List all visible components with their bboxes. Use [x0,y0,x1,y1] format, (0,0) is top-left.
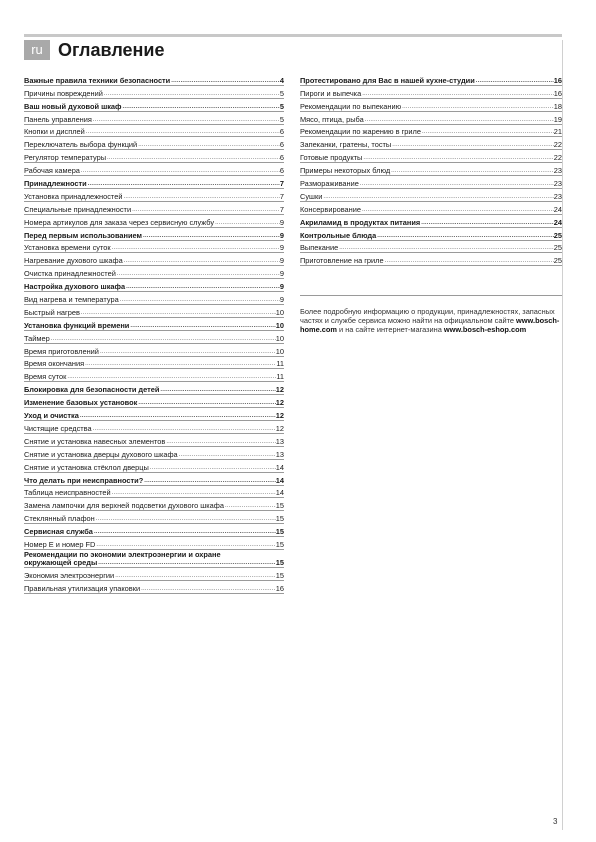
toc-leader-dots [142,232,280,240]
toc-entry-title: Блокировка для безопасности детей [24,385,160,395]
toc-entry-page: 7 [279,179,284,189]
toc-entry-title: Вид нагрева и температура [24,295,119,305]
toc-leader-dots [106,154,280,162]
website-link[interactable]: www.bosch-home.com [300,316,560,334]
page-header [24,40,164,60]
toc-entry[interactable] [300,137,562,150]
toc-leader-dots [390,167,554,175]
toc-leader-dots [359,180,554,188]
toc-entry[interactable] [24,318,284,331]
toc-entry-title: Изменение базовых установок [24,398,138,408]
toc-entry[interactable] [24,511,284,524]
toc-leader-dots [475,77,554,85]
toc-leader-dots [111,244,280,252]
toc-entry-title: Кнопки и дисплей [24,127,85,137]
toc-entry[interactable] [24,344,284,357]
toc-leader-dots [224,502,276,510]
toc-entry-title: Готовые продукты [300,153,363,163]
info-text-1: Более подробную информацию о продукции, принадлежностях, запасных частях и службе сервиса можно найти на официальном сайте [300,307,555,325]
toc-entry-title: Сервисная служба [24,527,93,537]
toc-entry[interactable] [24,408,284,421]
toc-entry-title: Специальные принадлежности [24,204,132,214]
toc-entry-title: Регулятор температуры [24,153,106,163]
toc-leader-dots [80,309,276,317]
toc-leader-dots [376,232,554,240]
toc-entry-page: 21 [553,127,562,137]
toc-leader-dots [364,116,554,124]
toc-entry-title: Переключатель выбора функций [24,140,138,150]
toc-entry-page: 25 [553,256,562,266]
toc-entry-page: 7 [279,204,284,214]
toc-leader-dots [391,141,554,149]
toc-entry[interactable] [300,163,562,176]
toc-entry-title: Перед первым использованием [24,230,142,240]
toc-leader-dots [92,116,280,124]
toc-entry-page: 4 [279,75,284,85]
info-text-2: и на сайте интернет-магазина [336,325,444,334]
toc-leader-dots [170,77,280,85]
toc-leader-dots [401,103,554,111]
toc-entry[interactable] [24,253,284,266]
toc-entry-title: Время окончания [24,359,85,369]
toc-entry[interactable] [300,202,562,215]
toc-leader-dots [50,335,276,343]
toc-leader-dots [361,90,554,98]
toc-leader-dots [131,206,280,214]
toc-entry-page: 9 [279,256,284,266]
page-title: Оглавление [58,39,165,60]
toc-entry[interactable] [24,524,284,537]
toc-entry[interactable] [24,473,284,486]
toc-entry-title: Пироги и выпечка [300,88,362,98]
toc-entry-page: 12 [275,411,284,421]
toc-entry[interactable] [24,395,284,408]
toc-leader-dots [165,438,275,446]
toc-entry-page: 15 [275,527,284,537]
toc-leader-dots [122,103,280,111]
toc-entry-page: 11 [276,372,284,382]
toc-leader-dots [137,399,275,407]
toc-entry-title: Выпекание [300,243,339,253]
toc-entry-title: Мясо, птица, рыба [300,114,364,124]
toc-entry[interactable] [24,99,284,112]
toc-leader-dots [103,90,280,98]
toc-leader-dots [92,425,276,433]
toc-entry-page: 15 [275,571,284,581]
toc-entry-title: Установка функций времени [24,320,130,330]
toc-leader-dots [129,322,275,330]
toc-entry[interactable] [24,86,284,99]
toc-entry-title: Сушки [300,191,323,201]
toc-entry-page: 9 [279,282,284,292]
toc-leader-dots [95,541,275,549]
toc-entry-title: Номер Е и номер FD [24,539,96,549]
toc-leader-dots [149,464,276,472]
page-number: 3 [553,817,558,826]
toc-entry[interactable] [24,228,284,241]
toc-entry-title: Рабочая камера [24,166,80,176]
toc-entry-page: 16 [553,88,562,98]
toc-entry-title: Быстрый нагрев [24,307,80,317]
toc-leader-dots [137,141,280,149]
toc-entry-title: Консервирование [300,204,361,214]
toc-entry-page: 15 [275,558,284,568]
toc-entry-page: 15 [275,539,284,549]
toc-entry[interactable] [300,73,562,86]
toc-entry[interactable] [24,125,284,138]
toc-entry[interactable] [300,150,562,163]
toc-entry-title: Снятие и установка дверцы духового шкафа [24,449,178,459]
toc-leader-dots [123,257,280,265]
toc-entry-page: 7 [279,191,284,201]
toc-entry-page: 10 [275,346,284,356]
toc-entry-title: Очистка принадлежностей [24,269,116,279]
toc-entry-page: 14 [275,462,284,472]
toc-entry[interactable] [24,73,284,86]
toc-entry[interactable] [300,125,562,138]
toc-entry[interactable] [24,137,284,150]
toc-entry[interactable] [24,447,284,460]
eshop-link[interactable]: www.bosch-eshop.com [443,325,527,334]
toc-entry[interactable] [24,292,284,305]
toc-entry[interactable] [24,150,284,163]
toc-entry-page: 19 [553,114,562,124]
toc-leader-dots [361,206,554,214]
toc-entry[interactable] [24,498,284,511]
toc-leader-dots [143,477,276,485]
toc-left-column [24,73,284,594]
toc-entry[interactable] [24,112,284,125]
toc-entry-page: 13 [275,449,284,459]
toc-entry-page: 9 [279,295,284,305]
toc-entry-title: Что делать при неисправности? [24,475,144,485]
toc-entry-page: 6 [279,127,284,137]
toc-entry-page: 10 [275,307,284,317]
toc-leader-dots [85,128,280,136]
toc-leader-dots [214,219,280,227]
toc-entry[interactable] [24,189,284,202]
toc-entry[interactable] [24,537,284,550]
toc-entry[interactable] [24,421,284,434]
toc-entry-page: 5 [279,114,284,124]
right-margin-rule [562,40,563,830]
toc-entry-title: Рекомендации по выпеканию [300,101,402,111]
toc-entry-page: 23 [553,179,562,189]
toc-entry[interactable] [24,331,284,344]
toc-entry-title: Стеклянный плафон [24,514,95,524]
toc-entry-page: 9 [279,269,284,279]
toc-entry-title: Номера артикулов для заказа через сервисную службу [24,217,215,227]
toc-leader-dots [111,489,276,497]
toc-entry[interactable] [24,550,284,569]
toc-entry[interactable] [300,241,562,254]
toc-leader-dots [125,283,280,291]
toc-entry-page: 10 [275,320,284,330]
toc-entry-title: Правильная утилизация упаковки [24,584,141,594]
toc-leader-dots [421,128,554,136]
toc-entry-title: Размораживание [300,179,359,189]
toc-entry-page: 15 [275,501,284,511]
toc-entry-page: 5 [279,88,284,98]
toc-entry-title: Протестировано для Вас в нашей кухне-студии [300,75,475,85]
toc-entry-title: Установка принадлежностей [24,191,123,201]
toc-entry-title: Запеканки, гратены, тосты [300,140,392,150]
toc-entry[interactable] [300,176,562,189]
toc-entry[interactable] [300,253,562,266]
toc-entry-page: 5 [279,101,284,111]
toc-entry-page: 6 [279,153,284,163]
toc-entry-page: 25 [553,243,562,253]
toc-leader-dots [140,585,276,593]
toc-leader-dots [322,193,553,201]
language-badge: ru [24,40,50,60]
toc-entry-title: Примеры некоторых блюд [300,166,391,176]
toc-entry[interactable] [24,460,284,473]
toc-entry-title: Важные правила техники безопасности [24,75,171,85]
toc-entry-page: 25 [553,230,562,240]
toc-entry[interactable] [300,86,562,99]
toc-entry-title-line2: окружающей среды [24,558,98,568]
toc-entry-page: 24 [553,204,562,214]
toc-entry-page: 12 [275,385,284,395]
toc-entry-title: Нагревание духового шкафа [24,256,123,266]
toc-entry-title: Рекомендации по экономии электроэнергии и охране [24,550,221,560]
toc-entry[interactable] [24,486,284,499]
toc-entry-title: Панель управления [24,114,92,124]
toc-entry-title: Чистящие средства [24,423,92,433]
toc-entry-title: Снятие и установка навесных элементов [24,436,166,446]
toc-entry[interactable] [24,568,284,581]
toc-entry[interactable] [300,228,562,241]
toc-entry[interactable] [24,176,284,189]
toc-leader-dots [384,257,554,265]
toc-leader-dots [84,360,276,368]
toc-leader-dots [178,451,276,459]
toc-entry-page: 9 [279,230,284,240]
toc-entry[interactable] [24,581,284,594]
toc-entry-page: 14 [275,488,284,498]
toc-entry-title: Установка времени суток [24,243,111,253]
toc-entry[interactable] [24,279,284,292]
toc-entry-page: 15 [275,514,284,524]
toc-leader-dots [99,348,276,356]
toc-leader-dots [114,572,276,580]
toc-leader-dots [116,270,280,278]
toc-entry-title: Причины повреждений [24,88,103,98]
toc-entry[interactable] [24,434,284,447]
toc-entry-title: Ваш новый духовой шкаф [24,101,122,111]
toc-entry-title: Акриламид в продуктах питания [300,217,421,227]
toc-entry[interactable] [24,163,284,176]
toc-entry-title: Время суток [24,372,67,382]
toc-entry-page: 10 [275,333,284,343]
toc-leader-dots [97,559,276,567]
toc-entry[interactable] [300,215,562,228]
toc-entry-page: 9 [279,217,284,227]
toc-entry[interactable] [24,266,284,279]
toc-entry[interactable] [24,215,284,228]
toc-entry-title: Рекомендации по жарению в гриле [300,127,421,137]
toc-leader-dots [80,167,280,175]
toc-entry-title: Настройка духового шкафа [24,282,126,292]
toc-entry-title: Приготовление на гриле [300,256,384,266]
toc-leader-dots [362,154,553,162]
toc-entry-page: 23 [553,166,562,176]
toc-leader-dots [87,180,280,188]
toc-entry-page: 18 [553,101,562,111]
toc-entry-title: Таймер [24,333,50,343]
toc-entry-page: 22 [553,153,562,163]
info-note [300,295,562,334]
toc-entry-title: Замена лампочки для верхней подсветки духового шкафа [24,501,224,511]
toc-entry[interactable] [24,357,284,370]
toc-entry-page: 16 [553,75,562,85]
toc-entry-page: 23 [553,191,562,201]
toc-leader-dots [93,528,276,536]
toc-entry-title: Контрольные блюда [300,230,377,240]
toc-entry-page: 6 [279,140,284,150]
toc-leader-dots [338,244,554,252]
toc-entry-title: Уход и очистка [24,411,79,421]
toc-entry-page: 14 [275,475,284,485]
toc-entry-page: 22 [553,140,562,150]
toc-entry-title: Снятие и установка стёклол дверцы [24,462,149,472]
toc-entry-title: Время приготовлений [24,346,99,356]
toc-entry[interactable] [24,305,284,318]
toc-entry-page: 11 [276,359,284,369]
toc-leader-dots [119,296,280,304]
toc-entry-page: 24 [553,217,562,227]
toc-leader-dots [79,412,276,420]
toc-entry-title: Принадлежности [24,179,87,189]
toc-entry-page: 6 [279,166,284,176]
toc-entry[interactable] [24,382,284,395]
toc-leader-dots [420,219,554,227]
toc-entry-title: Таблица неисправностей [24,488,111,498]
toc-entry[interactable] [300,189,562,202]
toc-entry[interactable] [300,99,562,112]
toc-entry-page: 9 [279,243,284,253]
toc-entry[interactable] [300,112,562,125]
toc-entry-page: 16 [275,584,284,594]
top-rule [24,34,562,37]
toc-entry-page: 12 [275,398,284,408]
toc-leader-dots [66,373,276,381]
toc-entry-title: Экономия электроэнергии [24,571,115,581]
toc-leader-dots [122,193,279,201]
toc-entry[interactable] [24,241,284,254]
toc-right-column [300,73,562,266]
toc-entry-page: 12 [275,423,284,433]
toc-leader-dots [159,386,275,394]
toc-entry[interactable] [24,202,284,215]
toc-leader-dots [95,515,276,523]
toc-entry[interactable] [24,369,284,382]
toc-entry-page: 13 [275,436,284,446]
